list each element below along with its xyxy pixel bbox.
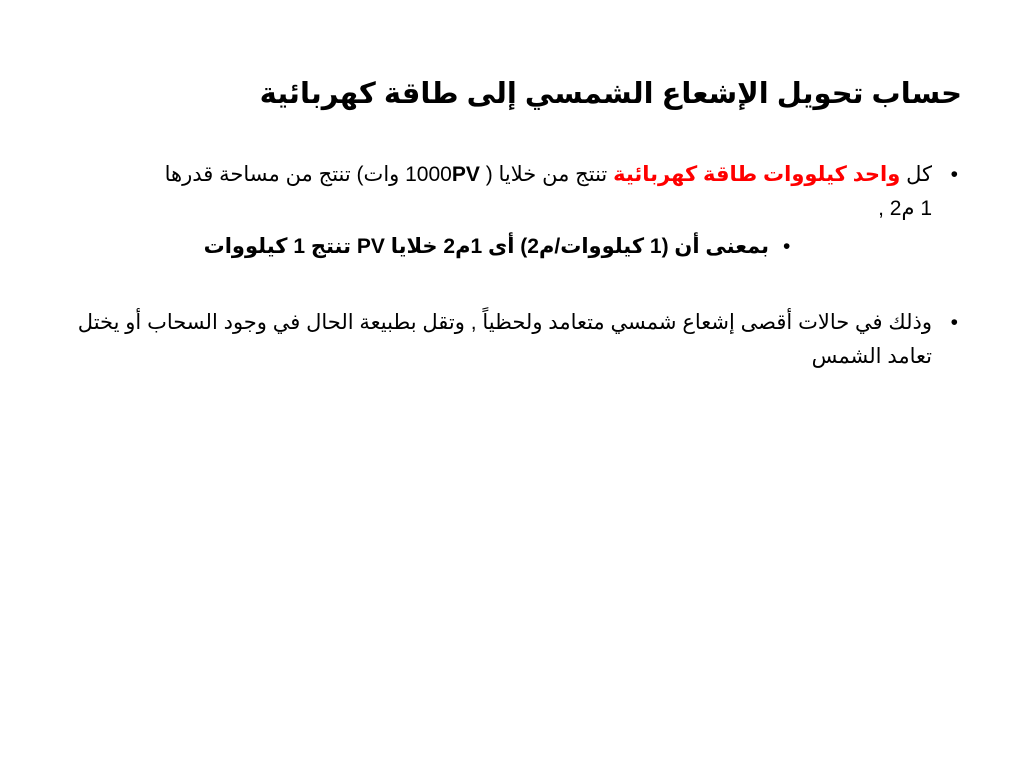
- slide-body: [62, 158, 958, 374]
- bullet-item-1: [62, 158, 958, 226]
- sub-bullet-text2: تنتج 1 كيلووات: [203, 235, 357, 258]
- bullet1-highlight: واحد كيلووات طاقة كهربائية: [613, 163, 901, 186]
- bullet1-prefix: كل: [900, 163, 932, 186]
- bullet1-part3: وات) تنتج من مساحة قدرها: [164, 163, 406, 186]
- bullet1-part2: تنتج من خلايا (: [479, 163, 614, 186]
- bullet1-num-pv: [405, 163, 480, 186]
- bullet1-line2: 1 م2 ,: [878, 197, 932, 220]
- sub-bullet-pv: PV: [356, 235, 385, 258]
- sub-bullet-marker: •: [783, 235, 791, 258]
- bullet-item-2: [62, 306, 958, 374]
- sub-bullet-item: [62, 230, 932, 264]
- bullet1-num: 1000: [405, 163, 452, 186]
- sub-bullet-text1: بمعنى أن (1 كيلووات/م2) أى 1م2 خلايا: [384, 235, 770, 258]
- bullet1-pv: PV: [451, 163, 480, 186]
- spacer: [62, 264, 932, 306]
- slide-title: حساب تحويل الإشعاع الشمسي إلى طاقة كهربائية: [259, 78, 962, 110]
- bullet2-text: وذلك في حالات أقصى إشعاع شمسي متعامد ولحظياً , وتقل بطبيعة الحال في وجود السحاب أو يختل تعامد الشمس: [77, 311, 932, 368]
- bullet-marker: •: [950, 163, 958, 186]
- bullet-marker: •: [950, 311, 958, 334]
